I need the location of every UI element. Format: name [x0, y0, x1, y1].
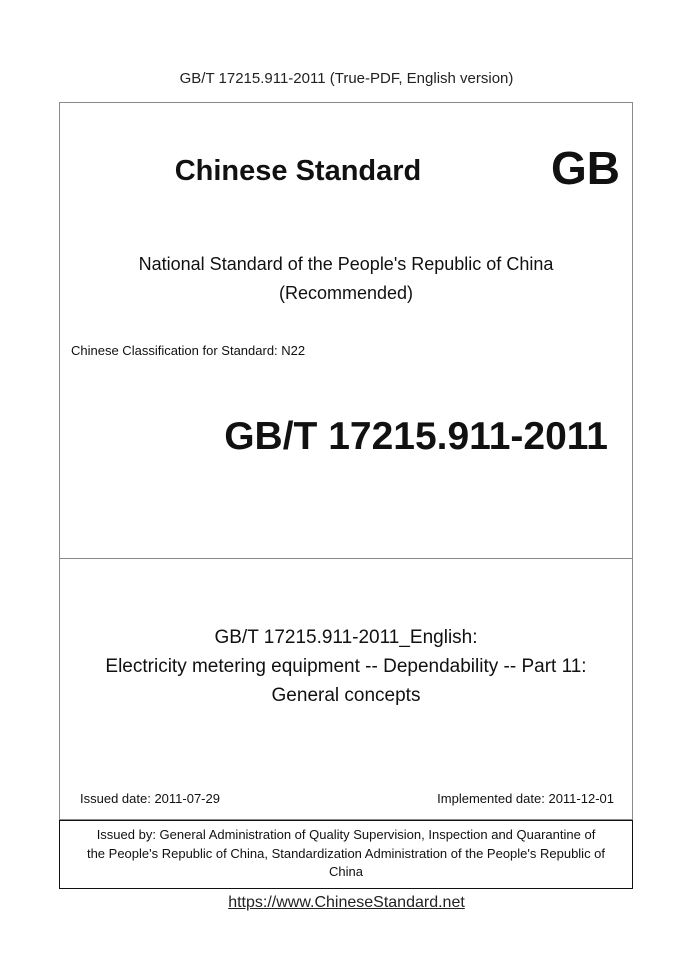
- issuer-line-1: Issued by: General Administration of Quality Supervision, Inspection and Quarantine of: [96, 827, 596, 842]
- national-standard-text: [60, 250, 632, 308]
- footer: [0, 894, 693, 912]
- issuer-line-2: the People's Republic of China, Standardization Administration of the People's Republic of: [86, 845, 606, 861]
- title-line-2: Electricity metering equipment -- Dependability -- Part 11:: [105, 656, 587, 677]
- title-line-1: GB/T 17215.911-2011_English:: [214, 627, 478, 648]
- section-divider: [60, 558, 632, 559]
- title-line-3: General concepts: [271, 685, 421, 706]
- website-link[interactable]: https://www.ChineseStandard.net: [228, 894, 465, 911]
- document-title: [60, 623, 632, 710]
- implemented-date: Implemented date: 2011-12-01: [437, 791, 614, 806]
- standard-label: Chinese Standard: [174, 155, 422, 187]
- national-line-1: National Standard of the People's Republic of China: [138, 254, 554, 274]
- classification-text: Chinese Classification for Standard: N22: [71, 343, 306, 358]
- issuer-box: [59, 820, 633, 889]
- issued-date: Issued date: 2011-07-29: [80, 791, 220, 806]
- national-line-2: (Recommended): [278, 283, 414, 303]
- issuer-line-3: China: [329, 864, 363, 879]
- gb-mark: GB: [551, 142, 620, 194]
- standard-number: GB/T 17215.911-2011: [224, 415, 608, 458]
- cover-frame: [59, 102, 633, 820]
- page-header: GB/T 17215.911-2011 (True-PDF, English version): [179, 70, 514, 87]
